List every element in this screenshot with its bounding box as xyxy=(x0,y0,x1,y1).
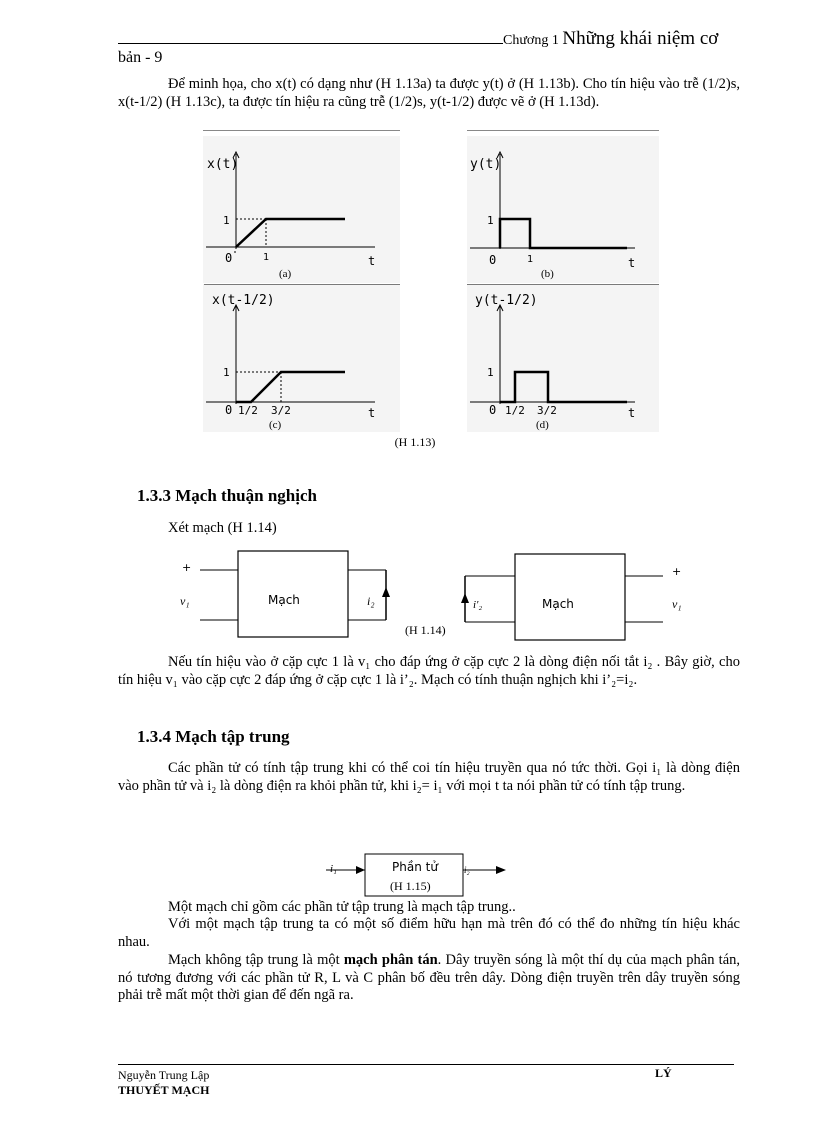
fig113-rule-right xyxy=(467,130,659,131)
fig113-rule-left xyxy=(203,130,400,131)
tick-half-d: 1/2 xyxy=(505,404,525,417)
reciprocal-paragraph: Nếu tín hiệu vào ở cặp cực 1 là v₁ cho đáp ứng ở cặp cực 2 là dòng điện nối tắt i₂ . Bây giờ, cho tín hiệu v₁ vào cặp cực 2 đáp ứng ở cặp cực 1 là i’₂. Mạch có tính thuận nghịch khi i’₂=i₂. xyxy=(118,654,740,688)
t-label-b: t xyxy=(628,256,636,270)
tick-0-c: 0 xyxy=(225,403,233,417)
footer-author: Nguyễn Trung Lập xyxy=(118,1068,210,1082)
fig115-caption: (H 1.15) xyxy=(390,879,431,893)
box-label-left: Mạch xyxy=(268,593,300,607)
closing-p2: Với một mạch tập trung ta có một số điểm hữu hạn mà trên đó có thể đo những tín hiệu khác nhau. xyxy=(118,916,740,950)
fig113-panel-a xyxy=(203,136,400,283)
fig113-panel-d xyxy=(467,284,659,432)
fig113-panel-c xyxy=(203,284,400,432)
ylabel-x-t-half: x(t-1/2) xyxy=(212,293,275,308)
sub-c: (c) xyxy=(269,419,282,431)
ylabel-x-t: x(t) xyxy=(207,157,239,172)
level-1-d: 1 xyxy=(487,366,494,379)
fig113-caption: (H 1.13) xyxy=(394,435,436,449)
section-134-title: 1.3.4 Mạch tập trung xyxy=(137,727,290,746)
header-continuation: bản - 9 xyxy=(118,49,163,66)
section-133-title: 1.3.3 Mạch thuận nghịch xyxy=(137,486,317,505)
header-rule xyxy=(118,43,503,44)
fig114-diagram xyxy=(170,545,710,645)
footer-right-label: LÝ xyxy=(655,1066,672,1080)
tick-0-b: 0 xyxy=(489,253,497,267)
ylabel-y-t-half: y(t-1/2) xyxy=(475,293,538,308)
v1-left: v₁ xyxy=(180,594,190,608)
chapter-header xyxy=(503,28,718,50)
tick-0-d: 0 xyxy=(489,403,497,417)
chapter-title: Những khái niệm cơ xyxy=(562,28,719,49)
section-133-lead: Xét mạch (H 1.14) xyxy=(168,520,277,536)
t-label-c: t xyxy=(368,406,376,420)
footer-rule xyxy=(118,1064,734,1065)
v1-right: v₁ xyxy=(672,597,682,611)
level-1-c: 1 xyxy=(223,366,230,379)
plus-right: + xyxy=(672,565,682,578)
tick-3half-c: 3/2 xyxy=(271,404,291,417)
sub-a: (a) xyxy=(279,268,292,280)
t-label-a: t xyxy=(368,254,376,268)
i2-label: i₂ xyxy=(464,865,470,875)
tick-1-b: 1 xyxy=(527,254,534,265)
i2-left: i₂ xyxy=(367,594,375,608)
tick-3half-d: 3/2 xyxy=(537,404,557,417)
fig115-diagram xyxy=(320,850,520,902)
lumped-paragraph: Các phần tử có tính tập trung khi có thể coi tín hiệu truyền qua nó tức thời. Gọi i₁ là dòng điện vào phần tử và i₂ là dòng điện ra khỏi phần tử, khi i₂= i₁ với mọi t ta nói phần tử có tính tập trung. xyxy=(118,760,740,794)
intro-paragraph: Để minh họa, cho x(t) có dạng như (H 1.13a) ta được y(t) ở (H 1.13b). Cho tín hiệu vào trễ (1/2)s, x(t-1/2) (H 1.13c), ta được tín hiệu ra cũng trễ (1/2)s, y(t-1/2) được vẽ ở (H 1.13d). xyxy=(118,76,740,110)
t-label-d: t xyxy=(628,406,636,420)
i1-label: i₁ xyxy=(330,863,337,875)
level-1-a: 1 xyxy=(223,214,230,227)
i2prime-right: i'₂ xyxy=(473,599,483,611)
ylabel-y-t: y(t) xyxy=(470,157,502,172)
level-1-b: 1 xyxy=(487,214,494,227)
chapter-prefix: Chương 1 xyxy=(503,33,559,48)
tick-0-a: 0 xyxy=(225,251,233,265)
closing-p3-a: Mạch không tập trung là một xyxy=(168,952,344,968)
sub-d: (d) xyxy=(536,419,549,431)
footer-book-title: THUYẾT MẠCH xyxy=(118,1083,210,1097)
closing-p3-bold: mạch phân tán xyxy=(343,952,438,968)
closing-p3 xyxy=(118,952,740,1005)
tick-half-c: 1/2 xyxy=(238,404,258,417)
box-label-right: Mạch xyxy=(542,597,574,611)
box-label-element: Phần tử xyxy=(392,860,438,874)
plus-left: + xyxy=(182,561,192,574)
closing-p1: Một mạch chỉ gồm các phần tử tập trung là mạch tập trung.. xyxy=(168,899,516,915)
sub-b: (b) xyxy=(541,268,554,280)
fig113-panel-b xyxy=(467,136,659,283)
closing-p3-b: . Dây truyền sóng là một thí dụ của mạch phân tán, nó tương đương với các phần tử R, L và C phân bố đều trên dây. Dòng điện truyền trên dây truyền sóng phải trễ mất một thời gian để đến ngã ra. xyxy=(118,952,741,1003)
tick-1-a: 1 xyxy=(263,252,270,263)
fig114-caption: (H 1.14) xyxy=(405,623,446,637)
